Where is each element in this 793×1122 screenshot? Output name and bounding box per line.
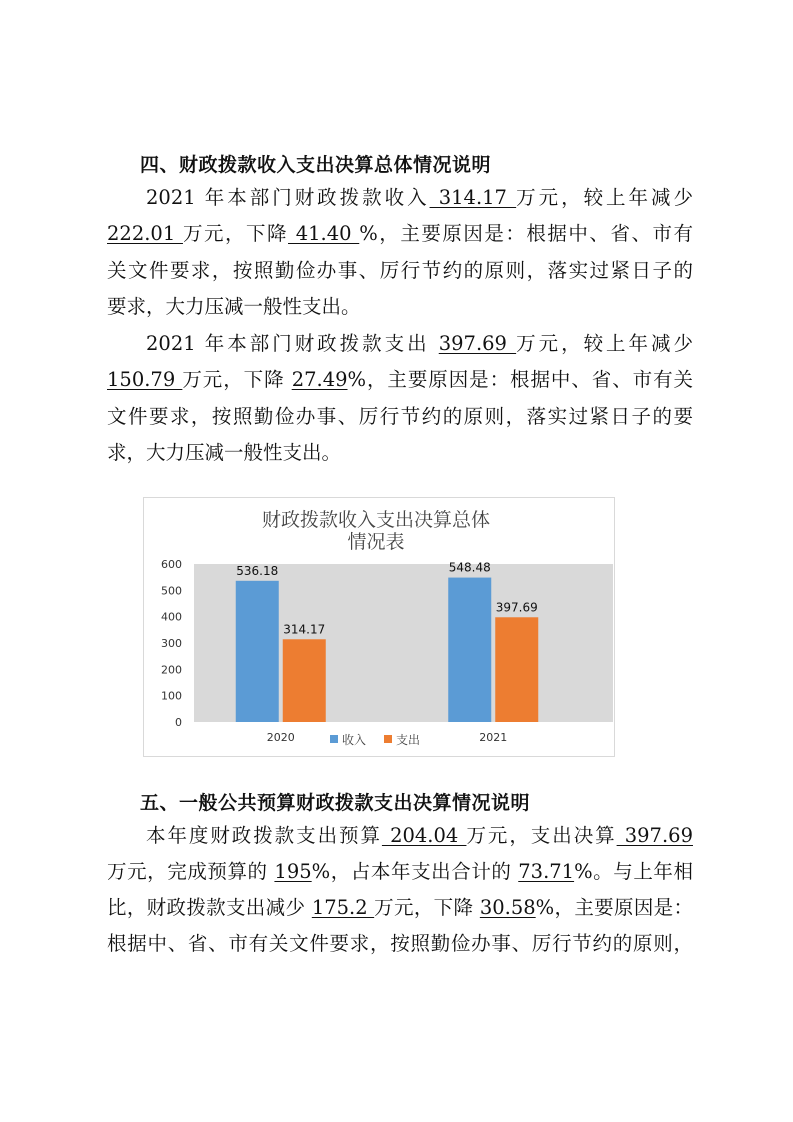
text-line bbox=[107, 368, 693, 392]
legend-label: 支出 bbox=[396, 733, 421, 747]
underlined-value: 41.40 bbox=[288, 222, 360, 245]
text-line bbox=[146, 332, 693, 356]
text-line bbox=[107, 441, 693, 465]
y-tick-label: 600 bbox=[161, 558, 182, 571]
bar-2021-1 bbox=[495, 617, 538, 722]
x-tick-label: 2021 bbox=[479, 731, 508, 744]
text-segment: %。与上年相 bbox=[574, 860, 694, 883]
text-line bbox=[107, 405, 693, 429]
text-line bbox=[146, 824, 693, 848]
underlined-value: 397.69 bbox=[616, 824, 693, 847]
text-line bbox=[107, 295, 693, 319]
text-segment: 万元，下降 bbox=[374, 896, 480, 919]
y-tick-label: 500 bbox=[161, 584, 182, 598]
text-segment: 万元，支出决算 bbox=[466, 824, 617, 847]
text-segment: 2021 年本部门财政拨款收入 bbox=[146, 186, 430, 209]
text-segment: 本年度财政拨款支出预算 bbox=[146, 824, 382, 847]
text-line bbox=[107, 259, 693, 283]
text-segment: 求，大力压减一般性支出。 bbox=[107, 441, 342, 464]
underlined-value: 314.17 bbox=[429, 186, 517, 209]
y-tick-label: 100 bbox=[161, 689, 182, 703]
text-segment: 万元，下降 bbox=[182, 368, 292, 391]
underlined-value: 150.79 bbox=[107, 368, 183, 391]
section-heading: 四、财政拨款收入支出决算总体情况说明 bbox=[140, 154, 492, 176]
underlined-value: 73.71 bbox=[518, 860, 575, 883]
data-label: 314.17 bbox=[283, 622, 326, 637]
x-tick-label: 2020 bbox=[266, 731, 295, 744]
bar-2020-1 bbox=[283, 639, 326, 722]
y-tick-label: 400 bbox=[161, 610, 182, 624]
text-segment: 万元，较上年减少 bbox=[516, 332, 693, 355]
text-segment: %，主要原因是：根据中、省、市有 bbox=[359, 222, 693, 245]
bar-chart bbox=[144, 498, 614, 756]
section-heading: 五、一般公共预算财政拨款支出决算情况说明 bbox=[140, 792, 531, 814]
data-label: 548.48 bbox=[448, 560, 491, 575]
chart-title-line2: 情况表 bbox=[347, 531, 405, 553]
text-line bbox=[107, 860, 693, 884]
text-segment: 万元，下降 bbox=[182, 222, 289, 245]
underlined-value: 222.01 bbox=[107, 222, 183, 245]
underlined-value: 30.58 bbox=[479, 896, 536, 919]
text-segment: 要求，大力压减一般性支出。 bbox=[107, 295, 361, 318]
underlined-value: 204.04 bbox=[381, 824, 467, 847]
chart-title: 财政拨款收入支出决算总体 bbox=[261, 509, 491, 531]
text-segment: 万元，较上年减少 bbox=[516, 186, 693, 209]
bar-2021-0 bbox=[448, 578, 491, 722]
text-segment: %，占本年支出合计的 bbox=[311, 860, 519, 883]
legend-swatch bbox=[330, 735, 338, 743]
text-segment: 根据中、省、市有关文件要求，按照勤俭办事、厉行节约的原则， bbox=[107, 932, 693, 955]
underlined-value: 175.2 bbox=[311, 896, 375, 919]
text-line bbox=[146, 186, 693, 210]
y-tick-label: 300 bbox=[161, 637, 182, 650]
text-segment: 比，财政拨款支出减少 bbox=[107, 896, 312, 919]
y-tick-label: 0 bbox=[175, 716, 182, 729]
underlined-value: 195 bbox=[274, 860, 312, 883]
bar-2020-0 bbox=[236, 581, 279, 722]
text-segment: 万元，完成预算的 bbox=[107, 860, 275, 883]
text-segment: %，主要原因是：根据中、省、市有关 bbox=[347, 368, 694, 391]
text-line bbox=[107, 222, 693, 246]
underlined-value: 397.69 bbox=[438, 332, 517, 355]
text-line bbox=[107, 932, 693, 956]
underlined-value: 27.49 bbox=[291, 368, 348, 391]
text-segment: 文件要求，按照勤俭办事、厉行节约的原则，落实过紧日子的要 bbox=[107, 405, 693, 428]
text-segment: 2021 年本部门财政拨款支出 bbox=[146, 332, 439, 355]
legend-label: 收入 bbox=[342, 733, 367, 747]
data-label: 397.69 bbox=[495, 600, 538, 615]
text-line bbox=[107, 896, 693, 920]
text-segment: 关文件要求，按照勤俭办事、厉行节约的原则，落实过紧日子的 bbox=[107, 259, 693, 282]
y-tick-label: 200 bbox=[161, 663, 182, 677]
data-label: 536.18 bbox=[236, 563, 279, 578]
text-segment: %，主要原因是： bbox=[535, 896, 693, 919]
legend-swatch bbox=[384, 735, 392, 743]
chart-box bbox=[143, 497, 615, 757]
